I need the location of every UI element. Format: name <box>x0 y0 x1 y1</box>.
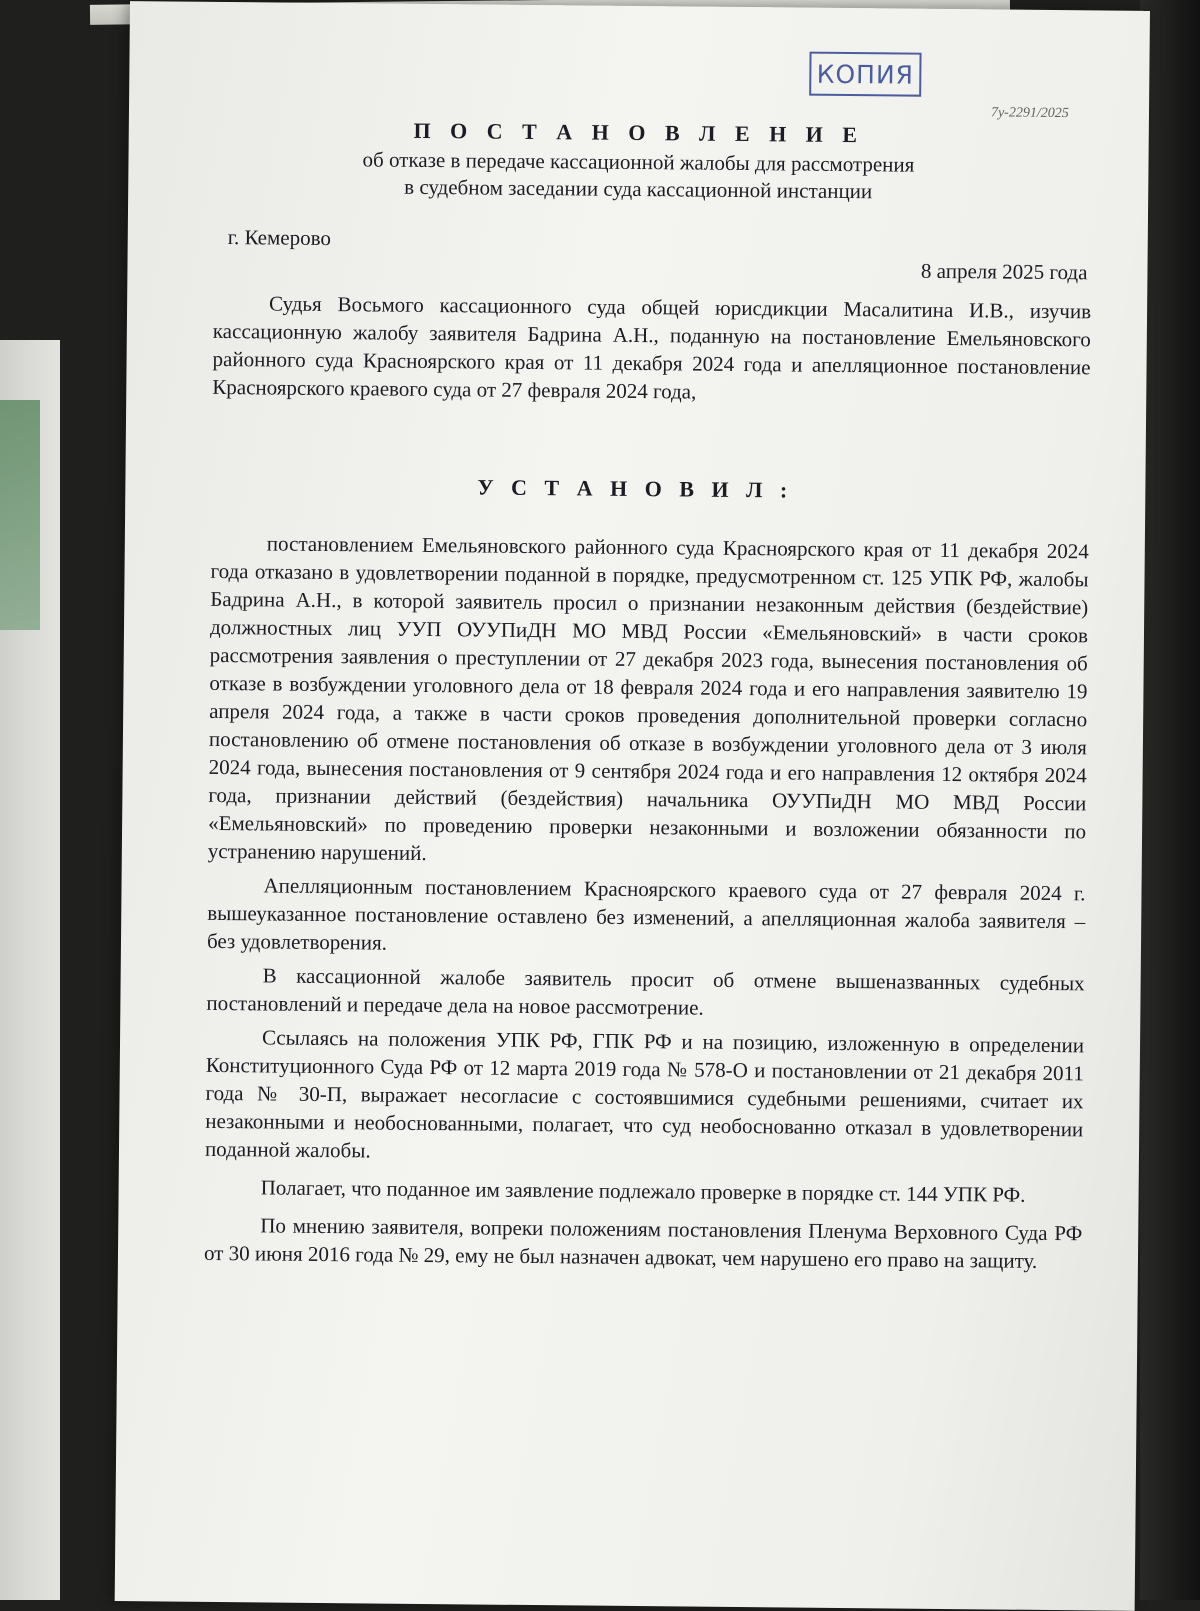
intro-paragraph <box>212 289 1091 409</box>
document-page <box>115 1 1150 1611</box>
document-subtitle <box>128 144 1148 208</box>
body-paragraph: Ссылаясь на положения УПК РФ, ГПК РФ и на позицию, изложенную в определении Конституционного Суда РФ от 12 марта 2019 года № 578-О и постановлении от 21 декабря 2011 года № 30-П, выражает несогласие с состоявшимися судебными решениями, считает их незаконными и необоснованными, полагает, что суд необоснованно отказал в удовлетворении поданной жалобы. <box>204 1025 1085 1163</box>
background-folder-edge <box>0 400 40 630</box>
subtitle-line: об отказе в передаче кассационной жалобы для рассмотрения <box>362 147 915 177</box>
document-city: г. Кемерово <box>227 225 332 251</box>
section-heading: У С Т А Н О В И Л : <box>477 474 794 503</box>
body-paragraph: постановлением Емельяновского районного суда Красноярского края от 11 декабря 2024 года отказано в удовлетворении поданной в порядке, предусмотренном ст. 125 УПК РФ, жалобы Бадрина А.Н., в которой заявитель просил о признании незаконным действия (бездействие) должностных лиц УУП ОУУПиДН МО МВД России «Емельяновский» в части сроков рассмотрения заявления о преступлении от 27 декабря 2023 года, вынесения постановления об отказе в возбуждении уголовного дела от 18 февраля 2024 года и его направления заявителю 19 апреля 2024 года, а также в части сроков проведения дополнительной проверки согласно постановлению об отмене постановления об отказе в возбуждении уголовного дела от 3 июля 2024 года, вынесения постановления от 9 сентября 2024 года и его направления 12 октября 2024 года, признании действий (бездействия) начальника ОУУПиДН МО МВД России «Емельяновский» по проведению проверки незаконными и возложении обязанности по устранению нарушений. <box>207 531 1089 865</box>
body-paragraph: По мнению заявителя, вопреки положениям постановления Пленума Верховного Суда РФ от 30 июня 2016 года № 29, ему не был назначен адвокат, чем нарушено его право на защиту. <box>203 1213 1083 1273</box>
body-paragraph: Апелляционным постановлением Красноярского краевого суда от 27 февраля 2024 г. вышеуказанное постановление оставлено без изменений, а апелляционная жалоба заявителя – без удовлетворения. <box>206 873 1086 955</box>
subtitle-line: в судебном заседании суда кассационной инстанции <box>404 174 873 204</box>
document-title: П О С Т А Н О В Л Е Н И Е <box>413 117 865 148</box>
intro-text: Судья Восьмого кассационного суда общей юрисдикции Масалитина И.В., изучив кассационную жалобу заявителя Бадрина А.Н., поданную на постановление Емельяновского районного суда Красноярского края от 11 декабря 2024 года и апелляционное постановление Красноярского краевого суда от 27 февраля 2024 года, <box>212 291 1092 404</box>
body-paragraph: Полагает, что поданное им заявление подлежало проверке в порядке ст. 144 УПК РФ. <box>260 1175 1026 1207</box>
background-surface <box>1140 0 1200 1600</box>
document-date: 8 апреля 2025 года <box>920 258 1088 285</box>
document-body <box>204 529 1089 1275</box>
copy-stamp-text: КОПИЯ <box>816 59 915 90</box>
body-paragraph: В кассационной жалобе заявитель просит об отмене вышеназванных судебных постановлений и передаче дела на новое рассмотрение. <box>206 963 1085 1020</box>
case-number: 7у-2291/2025 <box>990 105 1069 122</box>
copy-stamp <box>809 52 921 97</box>
